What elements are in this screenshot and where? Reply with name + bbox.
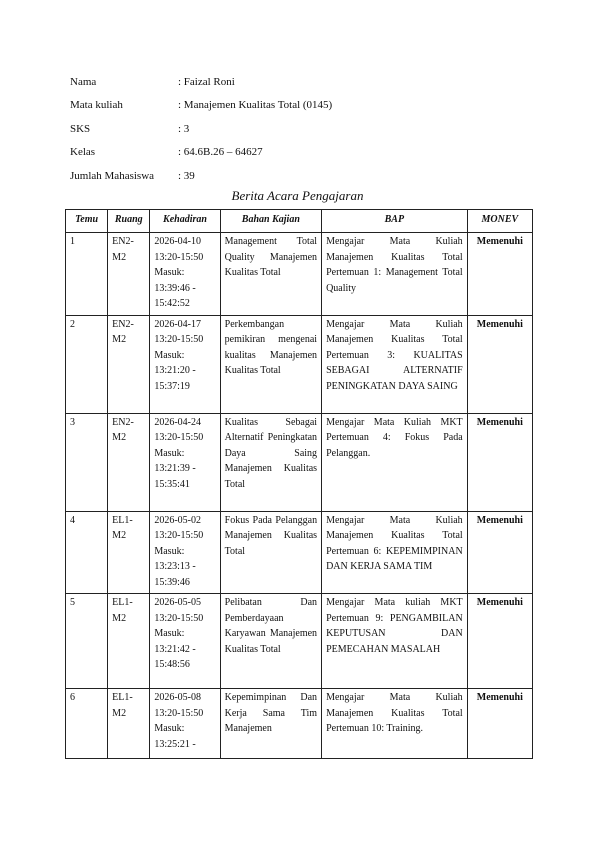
cell-ruang: EL1-M2 — [108, 511, 150, 594]
info-value: : 64.6B.26 – 64627 — [178, 146, 263, 159]
cell-monev: Memenuhi — [467, 315, 532, 413]
cell-temu: 2 — [66, 315, 108, 413]
cell-bap: Mengajar Mata Kuliah Manajemen Kualitas Total Pertemuan 10: Training. — [322, 689, 468, 759]
cell-kehadiran: 2026-04-10 13:20-15:50 Masuk: 13:39:46 - 15:42:52 — [150, 233, 220, 316]
header-kehadiran: Kehadiran — [150, 210, 220, 233]
info-row-kelas — [70, 141, 332, 165]
cell-bahan-kajian: Pelibatan Dan Pemberdayaan Karyawan Manajemen Kualitas Total — [220, 594, 321, 689]
cell-bap: Mengajar Mata Kuliah MKT Pertemuan 4: Fokus Pada Pelanggan. — [322, 413, 468, 511]
cell-kehadiran: 2026-05-05 13:20-15:50 Masuk: 13:21:42 - 15:48:56 — [150, 594, 220, 689]
header-bahan-kajian: Bahan Kajian — [220, 210, 321, 233]
cell-bap: Mengajar Mata Kuliah Manajemen Kualitas Total Pertemuan 6: KEPEMIMPINAN DAN KERJA SAMA TIM — [322, 511, 468, 594]
cell-ruang: EN2-M2 — [108, 413, 150, 511]
cell-temu: 3 — [66, 413, 108, 511]
cell-monev: Memenuhi — [467, 594, 532, 689]
info-label: Kelas — [70, 146, 96, 159]
header-ruang: Ruang — [108, 210, 150, 233]
page-title: Berita Acara Pengajaran — [231, 188, 364, 203]
cell-monev: Memenuhi — [467, 233, 532, 316]
info-row-mata-kuliah — [70, 94, 332, 118]
cell-bahan-kajian: Perkembangan pemikiran mengenai kualitas Manajemen Kualitas Total — [220, 315, 321, 413]
cell-monev: Memenuhi — [467, 689, 532, 759]
header-temu: Temu — [66, 210, 108, 233]
info-label: SKS — [70, 122, 91, 135]
cell-kehadiran: 2026-05-02 13:20-15:50 Masuk: 13:23:13 - 15:39:46 — [150, 511, 220, 594]
info-label: Jumlah Mahasiswa — [70, 169, 155, 182]
cell-temu: 5 — [66, 594, 108, 689]
course-info — [70, 70, 332, 188]
info-label: Mata kuliah — [70, 99, 123, 112]
info-row-nama — [70, 70, 332, 94]
cell-bahan-kajian: Management Total Quality Manajemen Kualitas Total — [220, 233, 321, 316]
cell-temu: 4 — [66, 511, 108, 594]
table-row — [66, 315, 533, 413]
cell-bahan-kajian: Fokus Pada Pelanggan Manajemen Kualitas Total — [220, 511, 321, 594]
cell-kehadiran: 2026-04-17 13:20-15:50 Masuk: 13:21:20 - 15:37:19 — [150, 315, 220, 413]
cell-ruang: EN2-M2 — [108, 233, 150, 316]
cell-ruang: EN2-M2 — [108, 315, 150, 413]
table-row — [66, 594, 533, 689]
cell-temu: 1 — [66, 233, 108, 316]
cell-ruang: EL1-M2 — [108, 594, 150, 689]
cell-ruang: EL1-M2 — [108, 689, 150, 759]
cell-kehadiran: 2026-05-08 13:20-15:50 Masuk: 13:25:21 - — [150, 689, 220, 759]
table-header-row — [66, 210, 533, 233]
table-row — [66, 689, 533, 759]
info-value: : 39 — [178, 169, 195, 182]
cell-bahan-kajian: Kualitas Sebagai Alternatif Peningkatan Daya Saing Manajemen Kualitas Total — [220, 413, 321, 511]
cell-bahan-kajian: Kepemimpinan Dan Kerja Sama Tim Manajemen — [220, 689, 321, 759]
table-row — [66, 233, 533, 316]
header-bap: BAP — [322, 210, 468, 233]
table-row — [66, 413, 533, 511]
cell-monev: Memenuhi — [467, 511, 532, 594]
cell-bap: Mengajar Mata kuliah MKT Pertemuan 9: PENGAMBILAN KEPUTUSAN DAN PEMECAHAN MASALAH — [322, 594, 468, 689]
info-label: Nama — [70, 75, 97, 88]
cell-kehadiran: 2026-04-24 13:20-15:50 Masuk: 13:21:39 - 15:35:41 — [150, 413, 220, 511]
info-value: : Manajemen Kualitas Total (0145) — [178, 99, 333, 112]
info-row-sks — [70, 117, 332, 141]
teaching-record-table — [65, 209, 533, 759]
cell-temu: 6 — [66, 689, 108, 759]
info-row-jumlah-mahasiswa — [70, 164, 332, 188]
cell-bap: Mengajar Mata Kuliah Manajemen Kualitas Total Pertemuan 3: KUALITAS SEBAGAI ALTERNATIF PENINGKATAN DAYA SAING — [322, 315, 468, 413]
header-monev: MONEV — [467, 210, 532, 233]
table-row — [66, 511, 533, 594]
cell-bap: Mengajar Mata Kuliah Manajemen Kualitas Total Pertemuan 1: Management Total Quality — [322, 233, 468, 316]
cell-monev: Memenuhi — [467, 413, 532, 511]
info-value: : 3 — [178, 122, 190, 135]
info-value: : Faizal Roni — [178, 75, 235, 88]
